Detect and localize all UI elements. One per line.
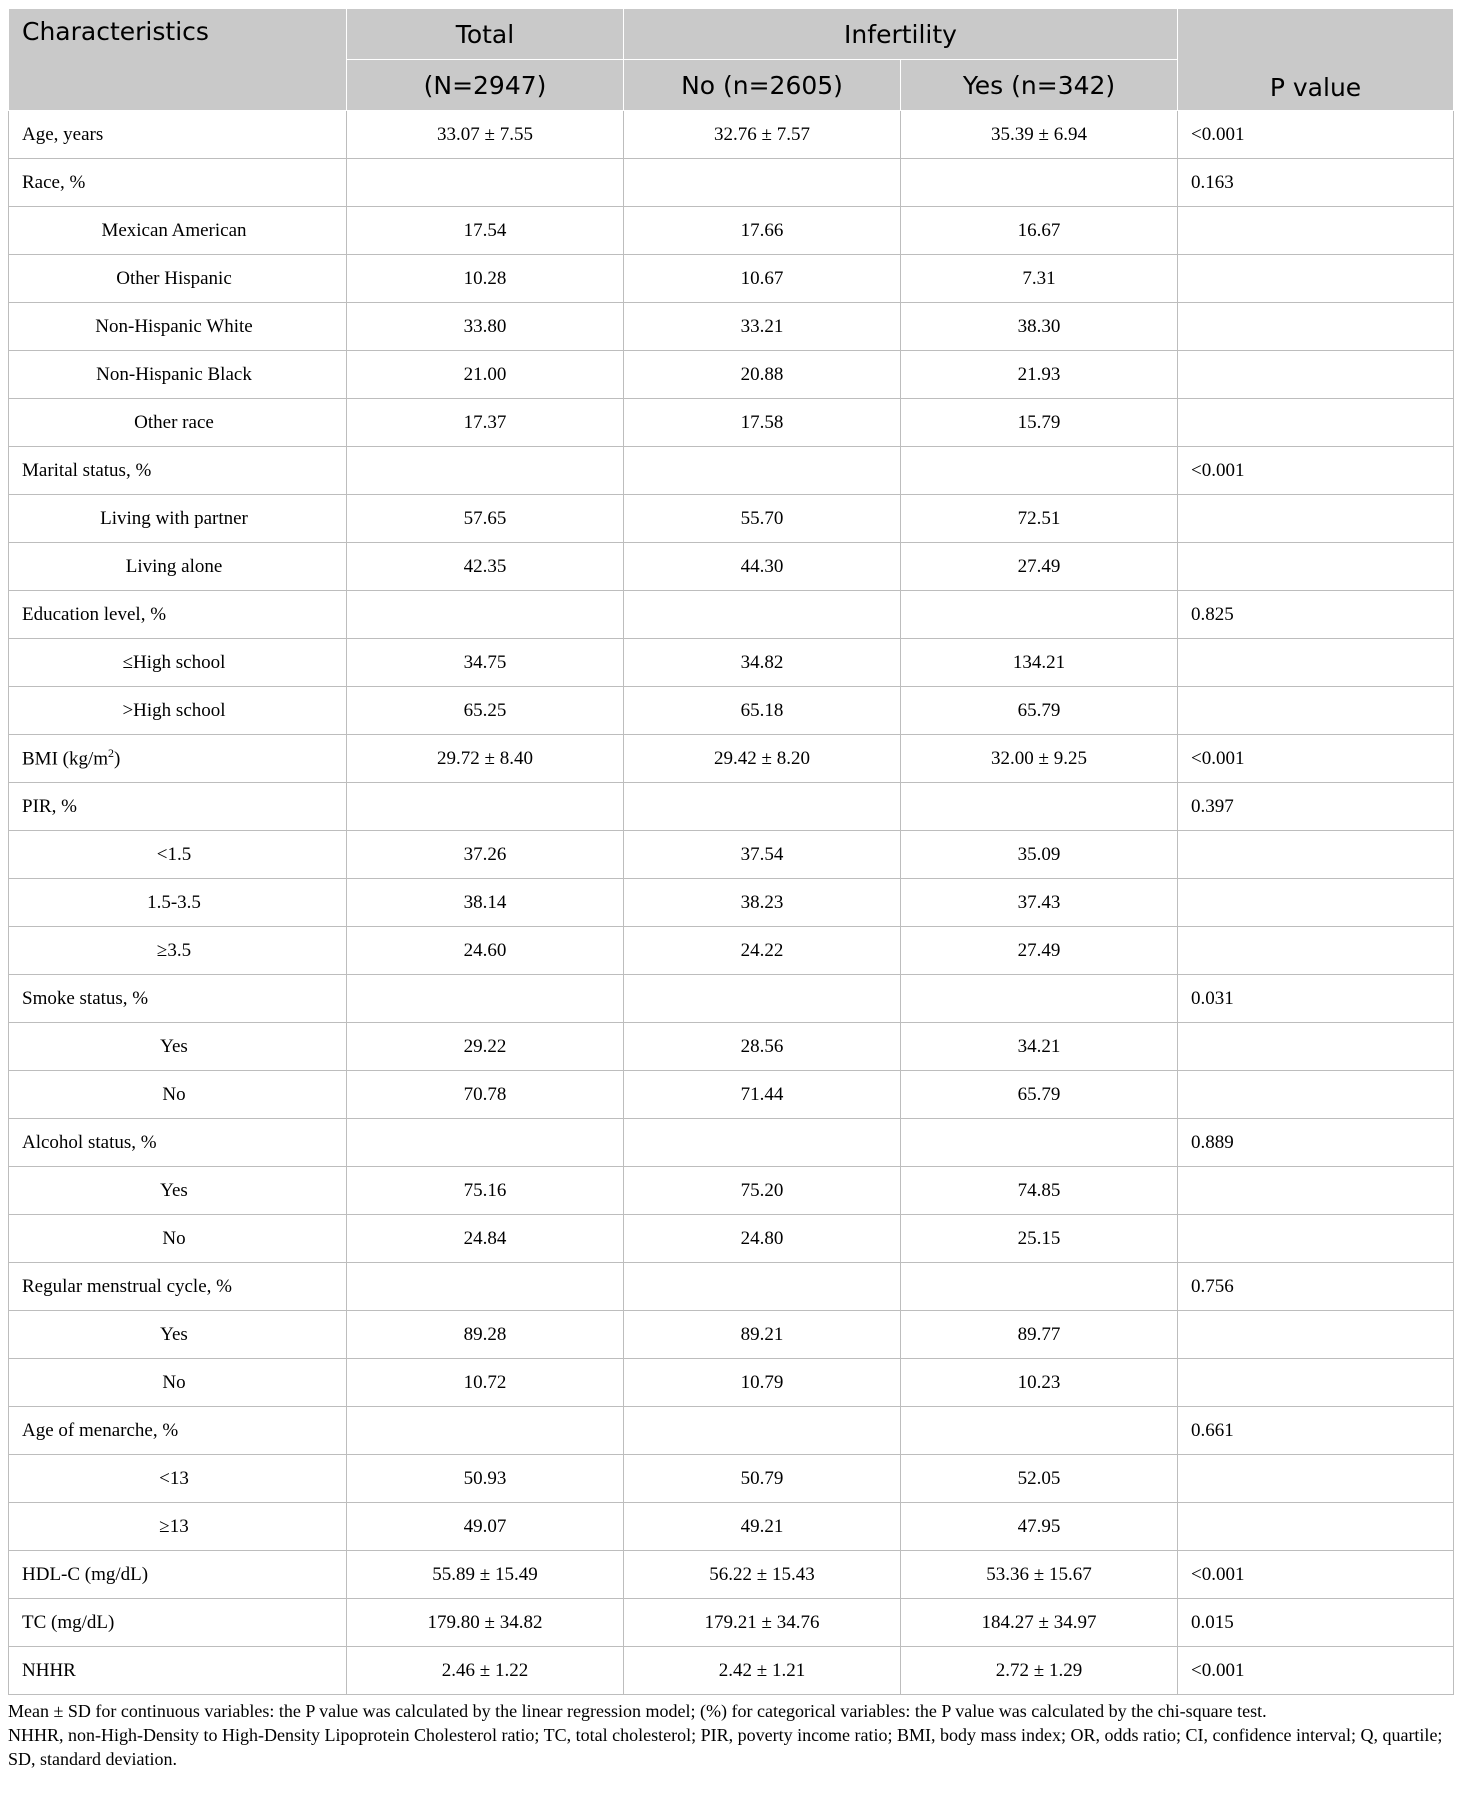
cell-no: [624, 447, 901, 495]
cell-yes: 10.23: [901, 1359, 1178, 1407]
cell-pvalue: [1178, 1503, 1454, 1551]
table-row: [9, 255, 1454, 303]
table-row: [9, 399, 1454, 447]
table-row: [9, 1599, 1454, 1647]
row-label: [9, 1503, 347, 1551]
table-row: [9, 783, 1454, 831]
cell-pvalue: [1178, 1071, 1454, 1119]
row-label: [9, 1407, 347, 1455]
row-label-text: Other Hispanic: [116, 267, 232, 289]
cell-no: 55.70: [624, 495, 901, 543]
row-label: [9, 495, 347, 543]
cell-yes: [901, 1119, 1178, 1167]
cell-total: 29.72 ± 8.40: [347, 735, 624, 783]
cell-total: 57.65: [347, 495, 624, 543]
cell-total: [347, 591, 624, 639]
row-label-text: Age, years: [22, 123, 104, 145]
table-row: [9, 1263, 1454, 1311]
row-label-text: ≥3.5: [156, 939, 192, 961]
cell-pvalue: <0.001: [1178, 447, 1454, 495]
table-row: [9, 111, 1454, 159]
row-label: [9, 831, 347, 879]
cell-total: 24.60: [347, 927, 624, 975]
table-row: [9, 735, 1454, 783]
cell-no: 75.20: [624, 1167, 901, 1215]
row-label: [9, 687, 347, 735]
cell-total: 38.14: [347, 879, 624, 927]
row-label: [9, 351, 347, 399]
cell-pvalue: [1178, 399, 1454, 447]
cell-total: 55.89 ± 15.49: [347, 1551, 624, 1599]
cell-yes: [901, 159, 1178, 207]
cell-pvalue: [1178, 543, 1454, 591]
table-row: [9, 975, 1454, 1023]
cell-no: [624, 975, 901, 1023]
row-label-text: ≥13: [159, 1515, 189, 1537]
row-label-text: TC (mg/dL): [22, 1611, 115, 1633]
cell-total: 33.07 ± 7.55: [347, 111, 624, 159]
table-row: [9, 831, 1454, 879]
cell-yes: 72.51: [901, 495, 1178, 543]
table-row: [9, 1119, 1454, 1167]
row-label-text: <13: [159, 1467, 189, 1489]
row-label-text: Marital status, %: [22, 459, 152, 481]
cell-yes: 65.79: [901, 1071, 1178, 1119]
table-row: [9, 1551, 1454, 1599]
row-label-text: ≤High school: [122, 651, 226, 673]
cell-pvalue: 0.031: [1178, 975, 1454, 1023]
row-label-text: <1.5: [156, 843, 192, 865]
row-label: [9, 255, 347, 303]
row-label-text: Living with partner: [100, 507, 248, 529]
table-row: [9, 1407, 1454, 1455]
cell-total: [347, 975, 624, 1023]
cell-pvalue: [1178, 879, 1454, 927]
cell-no: [624, 1119, 901, 1167]
cell-total: 179.80 ± 34.82: [347, 1599, 624, 1647]
cell-yes: [901, 1263, 1178, 1311]
row-label: [9, 1599, 347, 1647]
table-row: [9, 1455, 1454, 1503]
cell-no: 24.22: [624, 927, 901, 975]
cell-no: 20.88: [624, 351, 901, 399]
cell-no: [624, 591, 901, 639]
cell-total: 2.46 ± 1.22: [347, 1647, 624, 1695]
cell-yes: 37.43: [901, 879, 1178, 927]
row-label: [9, 879, 347, 927]
cell-no: 10.79: [624, 1359, 901, 1407]
cell-total: 42.35: [347, 543, 624, 591]
cell-no: [624, 783, 901, 831]
footnote-line-2: NHHR, non-High-Density to High-Density Lipoprotein Cholesterol ratio; TC, total cholesterol; PIR, poverty income ratio; BMI, body mass index; OR, odds ratio; CI, confidence interval; Q, quartile; SD, standard deviation.: [8, 1725, 1443, 1769]
table-row: [9, 1215, 1454, 1263]
table-row: [9, 1071, 1454, 1119]
row-label: [9, 111, 347, 159]
cell-no: 49.21: [624, 1503, 901, 1551]
row-label: [9, 1119, 347, 1167]
table-header: [9, 9, 1454, 111]
cell-pvalue: [1178, 207, 1454, 255]
cell-yes: 47.95: [901, 1503, 1178, 1551]
table-row: [9, 639, 1454, 687]
cell-yes: 65.79: [901, 687, 1178, 735]
cell-no: 34.82: [624, 639, 901, 687]
row-label-text: Non-Hispanic Black: [96, 363, 252, 385]
table-row: [9, 495, 1454, 543]
row-label-text: NHHR: [22, 1659, 76, 1681]
cell-yes: [901, 975, 1178, 1023]
cell-yes: 27.49: [901, 543, 1178, 591]
cell-no: 32.76 ± 7.57: [624, 111, 901, 159]
row-label-superscript: 2: [108, 746, 115, 761]
cell-no: [624, 1263, 901, 1311]
row-label-text: Yes: [160, 1035, 188, 1057]
table-row: [9, 927, 1454, 975]
characteristics-table: [8, 8, 1454, 1695]
cell-total: 50.93: [347, 1455, 624, 1503]
cell-no: 44.30: [624, 543, 901, 591]
row-label: [9, 1263, 347, 1311]
row-label: [9, 591, 347, 639]
table-row: [9, 351, 1454, 399]
cell-no: [624, 159, 901, 207]
cell-yes: 35.39 ± 6.94: [901, 111, 1178, 159]
cell-no: 179.21 ± 34.76: [624, 1599, 901, 1647]
header-total: Total: [347, 9, 624, 60]
row-label: [9, 927, 347, 975]
cell-yes: 89.77: [901, 1311, 1178, 1359]
footnote-line-1: Mean ± SD for continuous variables: the P value was calculated by the linear regression model; (%) for categorical variables: the P value was calculated by the chi-square test.: [8, 1701, 1267, 1721]
cell-total: 65.25: [347, 687, 624, 735]
cell-total: 89.28: [347, 1311, 624, 1359]
table-body: [9, 111, 1454, 1695]
cell-pvalue: 0.889: [1178, 1119, 1454, 1167]
row-label-text: Mexican American: [101, 219, 247, 241]
cell-yes: 34.21: [901, 1023, 1178, 1071]
cell-total: 17.54: [347, 207, 624, 255]
row-label-text: 1.5-3.5: [147, 891, 201, 913]
row-label-text: Regular menstrual cycle, %: [22, 1275, 232, 1297]
cell-yes: [901, 447, 1178, 495]
cell-no: 17.66: [624, 207, 901, 255]
cell-pvalue: [1178, 351, 1454, 399]
cell-yes: 7.31: [901, 255, 1178, 303]
cell-total: [347, 159, 624, 207]
cell-yes: 16.67: [901, 207, 1178, 255]
cell-pvalue: [1178, 1455, 1454, 1503]
row-label-text: PIR, %: [22, 795, 77, 817]
header-characteristics: Characteristics: [9, 9, 347, 111]
row-label-text: No: [162, 1227, 186, 1249]
cell-pvalue: 0.661: [1178, 1407, 1454, 1455]
cell-no: 71.44: [624, 1071, 901, 1119]
cell-pvalue: [1178, 255, 1454, 303]
cell-yes: 25.15: [901, 1215, 1178, 1263]
row-label-text: Race, %: [22, 171, 86, 193]
cell-pvalue: [1178, 303, 1454, 351]
row-label: [9, 1455, 347, 1503]
table-row: [9, 447, 1454, 495]
row-label: [9, 1071, 347, 1119]
cell-yes: 74.85: [901, 1167, 1178, 1215]
cell-yes: [901, 783, 1178, 831]
header-infertility: Infertility: [624, 9, 1178, 60]
header-total-n: (N=2947): [347, 60, 624, 111]
cell-no: 89.21: [624, 1311, 901, 1359]
cell-pvalue: [1178, 1311, 1454, 1359]
header-pvalue: P value: [1178, 9, 1454, 111]
cell-pvalue: [1178, 1359, 1454, 1407]
cell-yes: [901, 1407, 1178, 1455]
cell-no: 65.18: [624, 687, 901, 735]
cell-pvalue: <0.001: [1178, 1551, 1454, 1599]
row-label: [9, 159, 347, 207]
row-label-text: >High school: [122, 699, 226, 721]
row-label: [9, 783, 347, 831]
cell-total: [347, 1119, 624, 1167]
cell-yes: [901, 591, 1178, 639]
cell-yes: 38.30: [901, 303, 1178, 351]
cell-pvalue: 0.756: [1178, 1263, 1454, 1311]
cell-pvalue: <0.001: [1178, 111, 1454, 159]
cell-pvalue: [1178, 1167, 1454, 1215]
cell-total: [347, 783, 624, 831]
cell-no: 56.22 ± 15.43: [624, 1551, 901, 1599]
row-label: [9, 399, 347, 447]
row-label-text: Education level, %: [22, 603, 167, 625]
footnote: [8, 1699, 1453, 1771]
cell-total: [347, 1263, 624, 1311]
cell-yes: 53.36 ± 15.67: [901, 1551, 1178, 1599]
row-label: [9, 1647, 347, 1695]
row-label-text: Smoke status, %: [22, 987, 149, 1009]
cell-no: 29.42 ± 8.20: [624, 735, 901, 783]
row-label-text: BMI (kg/m: [22, 748, 109, 770]
cell-total: 10.28: [347, 255, 624, 303]
cell-yes: 2.72 ± 1.29: [901, 1647, 1178, 1695]
cell-pvalue: [1178, 495, 1454, 543]
header-no: No (n=2605): [624, 60, 901, 111]
table-row: [9, 1359, 1454, 1407]
row-label-text: Non-Hispanic White: [95, 315, 253, 337]
row-label: [9, 639, 347, 687]
table-row: [9, 543, 1454, 591]
cell-pvalue: [1178, 639, 1454, 687]
cell-no: 33.21: [624, 303, 901, 351]
row-label-text: Alcohol status, %: [22, 1131, 157, 1153]
cell-yes: 21.93: [901, 351, 1178, 399]
cell-total: 75.16: [347, 1167, 624, 1215]
row-label: [9, 975, 347, 1023]
row-label: [9, 1551, 347, 1599]
row-label-end: ): [114, 748, 121, 770]
cell-total: [347, 1407, 624, 1455]
cell-total: 49.07: [347, 1503, 624, 1551]
row-label: [9, 543, 347, 591]
cell-total: 70.78: [347, 1071, 624, 1119]
cell-yes: 134.21: [901, 639, 1178, 687]
table-row: [9, 591, 1454, 639]
row-label-text: No: [162, 1371, 186, 1393]
row-label: [9, 447, 347, 495]
cell-total: 29.22: [347, 1023, 624, 1071]
row-label-text: Age of menarche, %: [22, 1419, 179, 1441]
table-row: [9, 207, 1454, 255]
row-label-text: HDL-C (mg/dL): [22, 1563, 149, 1585]
row-label-text: Living alone: [125, 555, 223, 577]
cell-total: 17.37: [347, 399, 624, 447]
cell-pvalue: <0.001: [1178, 1647, 1454, 1695]
row-label-text: Yes: [160, 1323, 188, 1345]
cell-no: 28.56: [624, 1023, 901, 1071]
row-label: [9, 1359, 347, 1407]
table-row: [9, 303, 1454, 351]
cell-pvalue: 0.397: [1178, 783, 1454, 831]
cell-yes: 32.00 ± 9.25: [901, 735, 1178, 783]
table-row: [9, 1503, 1454, 1551]
cell-pvalue: [1178, 927, 1454, 975]
table-row: [9, 687, 1454, 735]
cell-yes: 27.49: [901, 927, 1178, 975]
table-row: [9, 879, 1454, 927]
row-label-text: No: [162, 1083, 186, 1105]
cell-pvalue: 0.163: [1178, 159, 1454, 207]
cell-pvalue: [1178, 1215, 1454, 1263]
cell-no: 37.54: [624, 831, 901, 879]
row-label: [9, 1023, 347, 1071]
row-label: [9, 735, 347, 783]
cell-yes: 15.79: [901, 399, 1178, 447]
table-row: [9, 1647, 1454, 1695]
cell-no: 10.67: [624, 255, 901, 303]
cell-no: 2.42 ± 1.21: [624, 1647, 901, 1695]
cell-yes: 52.05: [901, 1455, 1178, 1503]
cell-total: 33.80: [347, 303, 624, 351]
table-row: [9, 1023, 1454, 1071]
row-label-text: Yes: [160, 1179, 188, 1201]
cell-total: 21.00: [347, 351, 624, 399]
cell-pvalue: 0.825: [1178, 591, 1454, 639]
cell-total: [347, 447, 624, 495]
row-label: [9, 1167, 347, 1215]
table-row: [9, 1311, 1454, 1359]
cell-pvalue: [1178, 831, 1454, 879]
row-label: [9, 207, 347, 255]
cell-no: 50.79: [624, 1455, 901, 1503]
table-container: [8, 8, 1453, 1771]
cell-pvalue: [1178, 1023, 1454, 1071]
header-yes: Yes (n=342): [901, 60, 1178, 111]
row-label-text: Other race: [134, 411, 214, 433]
table-row: [9, 159, 1454, 207]
cell-yes: 184.27 ± 34.97: [901, 1599, 1178, 1647]
cell-total: 10.72: [347, 1359, 624, 1407]
cell-pvalue: 0.015: [1178, 1599, 1454, 1647]
cell-no: 38.23: [624, 879, 901, 927]
cell-total: 24.84: [347, 1215, 624, 1263]
row-label: [9, 1311, 347, 1359]
cell-no: 17.58: [624, 399, 901, 447]
row-label: [9, 303, 347, 351]
cell-total: 34.75: [347, 639, 624, 687]
cell-pvalue: <0.001: [1178, 735, 1454, 783]
cell-no: 24.80: [624, 1215, 901, 1263]
cell-yes: 35.09: [901, 831, 1178, 879]
cell-pvalue: [1178, 687, 1454, 735]
cell-no: [624, 1407, 901, 1455]
cell-total: 37.26: [347, 831, 624, 879]
row-label: [9, 1215, 347, 1263]
table-row: [9, 1167, 1454, 1215]
